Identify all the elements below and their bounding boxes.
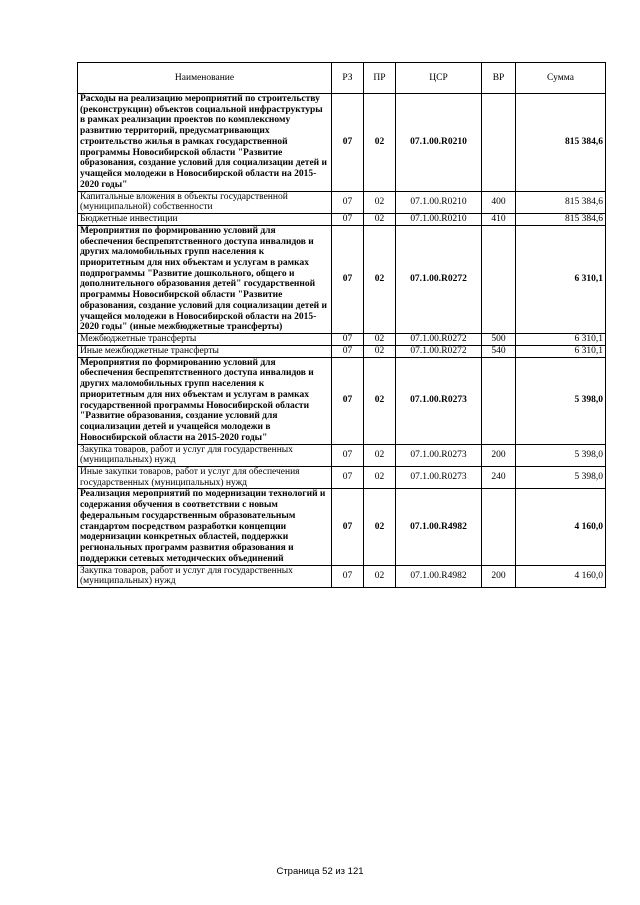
cell-sum: 6 310,1 bbox=[516, 345, 606, 357]
cell-rz: 07 bbox=[332, 357, 364, 444]
header-name: Наименование bbox=[78, 63, 332, 94]
table-row bbox=[78, 191, 606, 213]
cell-sum: 6 310,1 bbox=[516, 334, 606, 346]
cell-pr: 02 bbox=[364, 214, 396, 226]
cell-sum: 4 160,0 bbox=[516, 565, 606, 587]
cell-name: Бюджетные инвестиции bbox=[78, 214, 332, 226]
table-row bbox=[78, 94, 606, 192]
cell-pr: 02 bbox=[364, 191, 396, 213]
cell-rz: 07 bbox=[332, 225, 364, 333]
cell-vr bbox=[482, 489, 516, 565]
cell-vr: 240 bbox=[482, 466, 516, 488]
cell-sum: 815 384,6 bbox=[516, 214, 606, 226]
cell-name: Межбюджетные трансферты bbox=[78, 334, 332, 346]
cell-csr: 07.1.00.R0272 bbox=[396, 345, 482, 357]
header-sum: Сумма bbox=[516, 63, 606, 94]
cell-csr: 07.1.00.R4982 bbox=[396, 489, 482, 565]
table-row bbox=[78, 345, 606, 357]
cell-sum: 815 384,6 bbox=[516, 94, 606, 192]
cell-csr: 07.1.00.R0272 bbox=[396, 225, 482, 333]
cell-rz: 07 bbox=[332, 345, 364, 357]
cell-rz: 07 bbox=[332, 565, 364, 587]
header-csr: ЦСР bbox=[396, 63, 482, 94]
cell-pr: 02 bbox=[364, 94, 396, 192]
cell-name: Мероприятия по формированию условий для обеспечения беспрепятственного доступа инвалидов и других маломобильных групп населения к приоритетным для них объектам и услугам в рамках подпрограммы "Развитие дошкольного, общего и дополнительного образования детей" государственной программы Новосибирской области "Развитие образования, создание условий для социализации детей и учащейся молодежи в Новосибирской области на 2015-2020 годы" (иные межбюджетные трансферты) bbox=[78, 225, 332, 333]
cell-vr: 200 bbox=[482, 444, 516, 466]
cell-csr: 07.1.00.R0210 bbox=[396, 214, 482, 226]
cell-name: Расходы на реализацию мероприятий по строительству (реконструкции) объектов социальной инфраструктуры в рамках реализации проектов по комплексному развитию территорий, предусматривающих строительство жилья в рамках государственной программы Новосибирской области "Развитие образования, создание условий для социализации детей и учащейся молодежи в Новосибирской области на 2015-2020 годы" bbox=[78, 94, 332, 192]
budget-table bbox=[77, 62, 606, 588]
table-row bbox=[78, 334, 606, 346]
cell-rz: 07 bbox=[332, 334, 364, 346]
table-row bbox=[78, 444, 606, 466]
header-pr: ПР bbox=[364, 63, 396, 94]
cell-rz: 07 bbox=[332, 489, 364, 565]
cell-name: Иные межбюджетные трансферты bbox=[78, 345, 332, 357]
header-rz: РЗ bbox=[332, 63, 364, 94]
cell-pr: 02 bbox=[364, 466, 396, 488]
cell-pr: 02 bbox=[364, 444, 396, 466]
cell-csr: 07.1.00.R4982 bbox=[396, 565, 482, 587]
cell-rz: 07 bbox=[332, 444, 364, 466]
cell-name: Капитальные вложения в объекты государственной (муниципальной) собственности bbox=[78, 191, 332, 213]
cell-csr: 07.1.00.R0210 bbox=[396, 94, 482, 192]
cell-pr: 02 bbox=[364, 565, 396, 587]
header-vr: ВР bbox=[482, 63, 516, 94]
cell-name: Мероприятия по формированию условий для обеспечения беспрепятственного доступа инвалидов и других маломобильных групп населения к приоритетным для них объектам и услугам в рамках государственной программы Новосибирской области "Развитие образования, создание условий для социализации детей и учащейся молодежи в Новосибирской области на 2015-2020 годы" bbox=[78, 357, 332, 444]
cell-rz: 07 bbox=[332, 94, 364, 192]
cell-vr: 400 bbox=[482, 191, 516, 213]
cell-sum: 5 398,0 bbox=[516, 444, 606, 466]
table-row bbox=[78, 489, 606, 565]
table-header-row bbox=[78, 63, 606, 94]
cell-sum: 5 398,0 bbox=[516, 466, 606, 488]
table-row bbox=[78, 225, 606, 333]
cell-sum: 4 160,0 bbox=[516, 489, 606, 565]
cell-csr: 07.1.00.R0272 bbox=[396, 334, 482, 346]
cell-csr: 07.1.00.R0273 bbox=[396, 444, 482, 466]
cell-sum: 815 384,6 bbox=[516, 191, 606, 213]
table-row bbox=[78, 214, 606, 226]
cell-csr: 07.1.00.R0210 bbox=[396, 191, 482, 213]
table-row bbox=[78, 357, 606, 444]
cell-rz: 07 bbox=[332, 191, 364, 213]
cell-vr: 410 bbox=[482, 214, 516, 226]
table-row bbox=[78, 565, 606, 587]
cell-vr bbox=[482, 94, 516, 192]
cell-pr: 02 bbox=[364, 489, 396, 565]
cell-csr: 07.1.00.R0273 bbox=[396, 466, 482, 488]
cell-vr: 200 bbox=[482, 565, 516, 587]
cell-pr: 02 bbox=[364, 334, 396, 346]
cell-name: Закупка товаров, работ и услуг для государственных (муниципальных) нужд bbox=[78, 444, 332, 466]
cell-name: Закупка товаров, работ и услуг для государственных (муниципальных) нужд bbox=[78, 565, 332, 587]
page-number: Страница 52 из 121 bbox=[276, 866, 364, 877]
cell-pr: 02 bbox=[364, 345, 396, 357]
cell-rz: 07 bbox=[332, 466, 364, 488]
table-row bbox=[78, 466, 606, 488]
cell-csr: 07.1.00.R0273 bbox=[396, 357, 482, 444]
table-body bbox=[78, 94, 606, 588]
cell-name: Реализация мероприятий по модернизации технологий и содержания обучения в соответствии с новым федеральным государственным образовательным стандартом посредством разработки концепции модернизации конкретных областей, поддержки региональных программ развития образования и поддержки сетевых методических объединений bbox=[78, 489, 332, 565]
cell-vr: 540 bbox=[482, 345, 516, 357]
cell-vr bbox=[482, 225, 516, 333]
cell-vr: 500 bbox=[482, 334, 516, 346]
cell-vr bbox=[482, 357, 516, 444]
cell-rz: 07 bbox=[332, 214, 364, 226]
cell-sum: 5 398,0 bbox=[516, 357, 606, 444]
cell-pr: 02 bbox=[364, 225, 396, 333]
cell-name: Иные закупки товаров, работ и услуг для обеспечения государственных (муниципальных) нужд bbox=[78, 466, 332, 488]
cell-pr: 02 bbox=[364, 357, 396, 444]
cell-sum: 6 310,1 bbox=[516, 225, 606, 333]
